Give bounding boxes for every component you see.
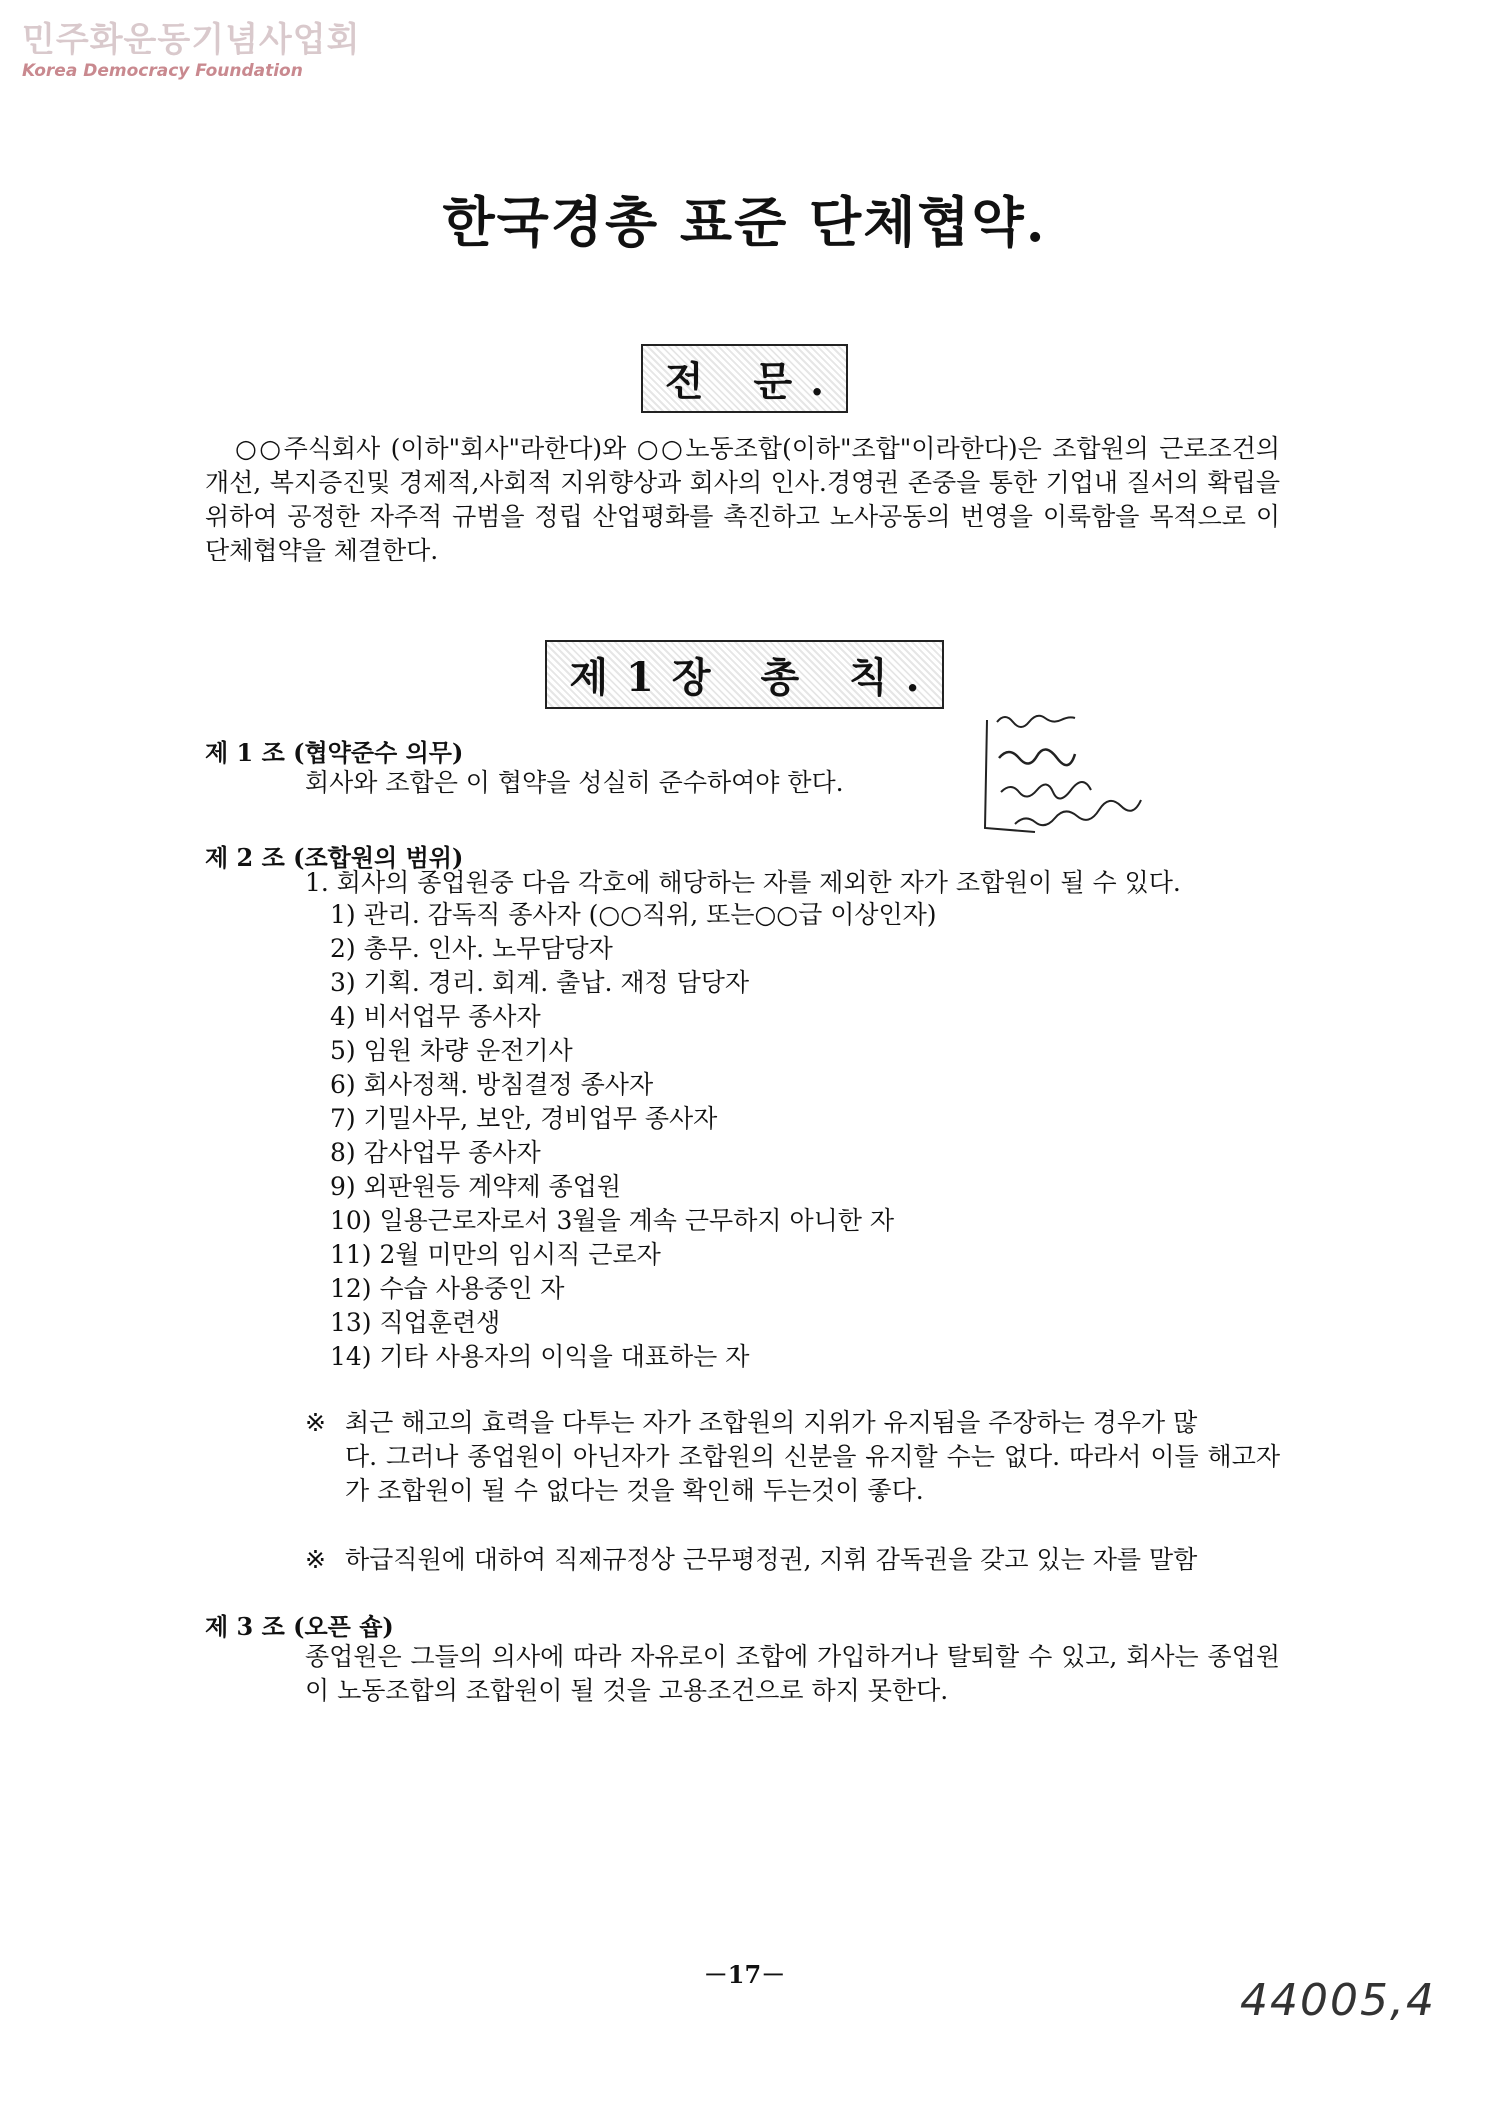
list-item: 9) 외판원등 계약제 종업원 [330,1172,622,1201]
list-item: 13) 직업훈련생 [330,1308,501,1337]
note-subordinates [305,1543,1280,1577]
handwritten-number: 44005,4 [1240,1975,1436,2026]
preamble-heading-box [0,344,1489,413]
article-2-clause: 1. 회사의 종업원중 다음 각호에 해당하는 자를 제외한 자가 조합원이 될 수 있다. [305,868,1181,897]
article-1-heading: 제 1 조 (협약준수 의무) [205,738,464,767]
list-item: 7) 기밀사무, 보안, 경비업무 종사자 [330,1104,718,1133]
watermark-logo [22,20,360,82]
article-3-text: 종업원은 그들의 의사에 따라 자유로이 조합에 가입하거나 탈퇴할 수 있고, 회사는 종업원이 노동조합의 조합원이 될 것을 고용조건으로 하지 못한다. [305,1642,1280,1705]
list-item: 2) 총무. 인사. 노무담당자 [330,934,613,963]
note-mark: ※ [305,1545,326,1574]
document-title: 한국경총 표준 단체협약. [442,190,1047,254]
watermark-english: Korea Democracy Foundation [22,61,303,81]
preamble-text: ○○주식회사 (이하"회사"라한다)와 ○○노동조합(이하"조합"이라한다)은 조합원의 근로조건의 개선, 복지증진및 경제적,사회적 지위향상과 회사의 인사.경영권 존중을 통한 기업내 질서의 확립을 위하여 공정한 자주적 규범을 정립 산업평화를 촉진하고 노사공동의 번영을 이룩함을 목적으로 이 단체협약을 체결한다. [205,434,1280,565]
list-item: 10) 일용근로자로서 3월을 계속 근무하지 아니한 자 [330,1206,895,1235]
note-text: 하급직원에 대하여 직제규정상 근무평정권, 지휘 감독권을 갖고 있는 자를 말함 [345,1545,1198,1574]
list-item: 5) 임원 차량 운전기사 [330,1036,573,1065]
list-item: 11) 2월 미만의 임시직 근로자 [330,1240,661,1269]
article-1-text: 회사와 조합은 이 협약을 성실히 준수하여야 한다. [305,768,844,797]
list-item: 4) 비서업무 종사자 [330,1002,541,1031]
watermark-korean: 민주화운동기념사업회 [22,20,361,60]
list-item: 14) 기타 사용자의 이익을 대표하는 자 [330,1342,750,1371]
chapter-heading: 제1장 총 칙. [545,640,943,709]
list-item: 8) 감사업무 종사자 [330,1138,541,1167]
note-dismissal [305,1406,1280,1508]
article-2-heading: 제 2 조 (조합원의 범위) [205,843,464,872]
list-item: 1) 관리. 감독직 종사자 (○○직위, 또는○○급 이상인자) [330,900,937,929]
note-rest: 다. 그러나 종업원이 아닌자가 조합원의 신분을 유지할 수는 없다. 따라서 이들 해고자가 조합원이 될 수 없다는 것을 확인해 두는것이 좋다. [345,1442,1280,1505]
list-item: 6) 회사정책. 방침결정 종사자 [330,1070,654,1099]
chapter-heading-box [0,640,1489,709]
excluded-list [330,898,937,1374]
list-item: 3) 기획. 경리. 회계. 출납. 재정 담당자 [330,968,750,997]
page-number: －17－ [703,1960,786,1989]
list-item: 12) 수습 사용중인 자 [330,1274,565,1303]
preamble-heading: 전 문. [641,344,848,413]
handwritten-annotation [975,700,1225,850]
note-first-line: 최근 해고의 효력을 다투는 자가 조합원의 지위가 유지됨을 주장하는 경우가 많 [345,1408,1198,1437]
note-mark: ※ [305,1408,326,1437]
article-3-heading: 제 3 조 (오픈 숍) [205,1612,394,1641]
